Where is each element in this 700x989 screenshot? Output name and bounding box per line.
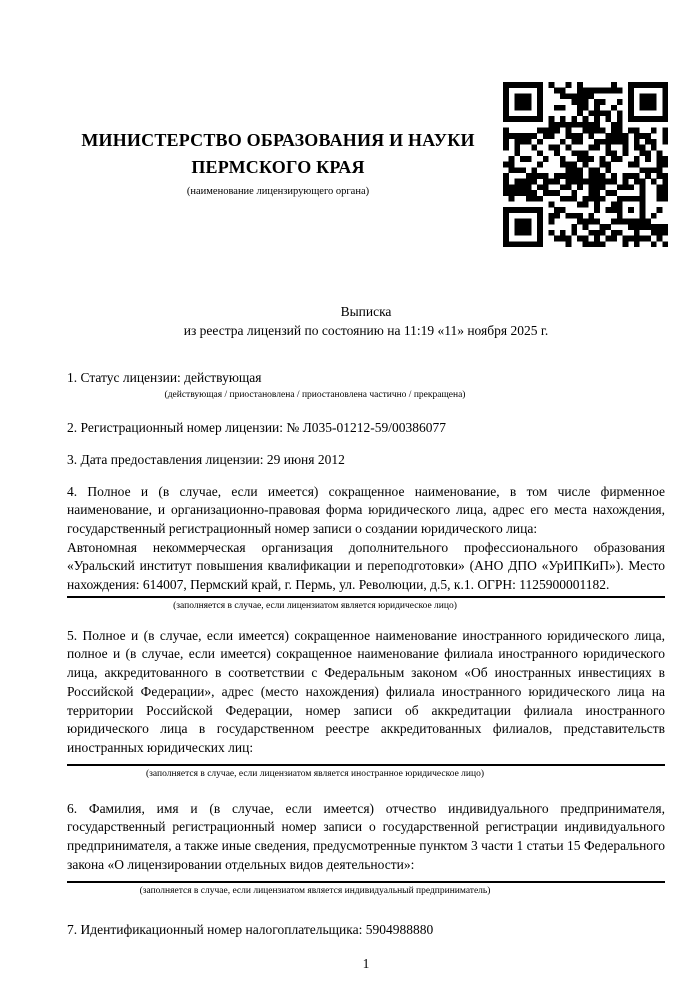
- document-title-line-1: Выписка: [340, 304, 392, 319]
- field-entrepreneur-label: 6. Фамилия, имя и (в случае, если имеется) отчество индивидуального предпринимателя, государственный регистрационный номер записи о государственной регистрации индивидуального предпринимателя, а также иные сведения, предусмотренные пунктом 3 части 1 статьи 15 Федерального закона «О лицензировании отдельных видов деятельности»:: [67, 800, 665, 872]
- field-license-status-caption: (действующая / приостановлена / приостановлена частично / прекращена): [164, 390, 466, 401]
- field-legal-entity-label: 4. Полное и (в случае, если имеется) сокращенное наименование, в том числе фирменное наименование, и организационно-правовая форма юридического лица, адрес его места нахождения, государственный регистрационный номер записи о создании юридического лица:: [67, 483, 665, 536]
- field-grant-date: 3. Дата предоставления лицензии: 29 июня 2012: [67, 451, 345, 467]
- field-foreign-entity-caption: (заполняется в случае, если лицензиатом является иностранное юридическое лицо): [146, 768, 484, 779]
- field-entrepreneur-caption: (заполняется в случае, если лицензиатом является индивидуальный предприниматель): [139, 886, 491, 897]
- authority-name-line-1: МИНИСТЕРСТВО ОБРАЗОВАНИЯ И НАУКИ: [81, 130, 475, 150]
- field-legal-entity-value: Автономная некоммерческая организация дополнительного профессионального образования «Уральский институт повышения квалификации и переподготовки» (АНО ДПО «УрИПКиП»). Место нахождения: 614007, Пермский край, г. Пермь, ул. Революции, д.5, к.1. ОГРН: 1125900001182.: [67, 539, 665, 593]
- field-legal-entity-rule: [67, 596, 665, 598]
- field-foreign-entity-rule: [67, 764, 665, 766]
- field-foreign-entity-label: 5. Полное и (в случае, если имеется) сокращенное наименование иностранного юридического лица, полное и (в случае, если имеется) сокращенное наименование филиала иностранного юридического лица, аккредитованного в соответствии с Федеральным законом «Об иностранных инвестициях в Российской Федерации», адрес (место нахождения) филиала иностранного юридического лица на территории Российской Федерации, номер записи об аккредитации филиала иностранного юридического лица в государственном реестре аккредитованных филиалов, представительств иностранных юридических лиц:: [67, 627, 665, 755]
- field-legal-entity-caption: (заполняется в случае, если лицензиатом является юридическое лицо): [173, 600, 457, 611]
- document-body: [67, 0, 665, 974]
- authority-name-line-2: ПЕРМСКОГО КРАЯ: [191, 157, 365, 177]
- field-entrepreneur-rule: [67, 881, 665, 883]
- field-license-status: 1. Статус лицензии: действующая: [67, 370, 262, 386]
- field-taxpayer-number: 7. Идентификационный номер налогоплательщика: 5904988880: [67, 922, 434, 938]
- document-title: [67, 303, 665, 340]
- licensing-authority-caption: (наименование лицензирующего органа): [186, 186, 370, 197]
- document-title-line-2: из реестра лицензий по состоянию на 11:19 «11» ноября 2025 г.: [183, 322, 549, 338]
- field-registration-number: 2. Регистрационный номер лицензии: № Л035-01212-59/00386077: [67, 420, 447, 436]
- page-number: 1: [362, 956, 370, 972]
